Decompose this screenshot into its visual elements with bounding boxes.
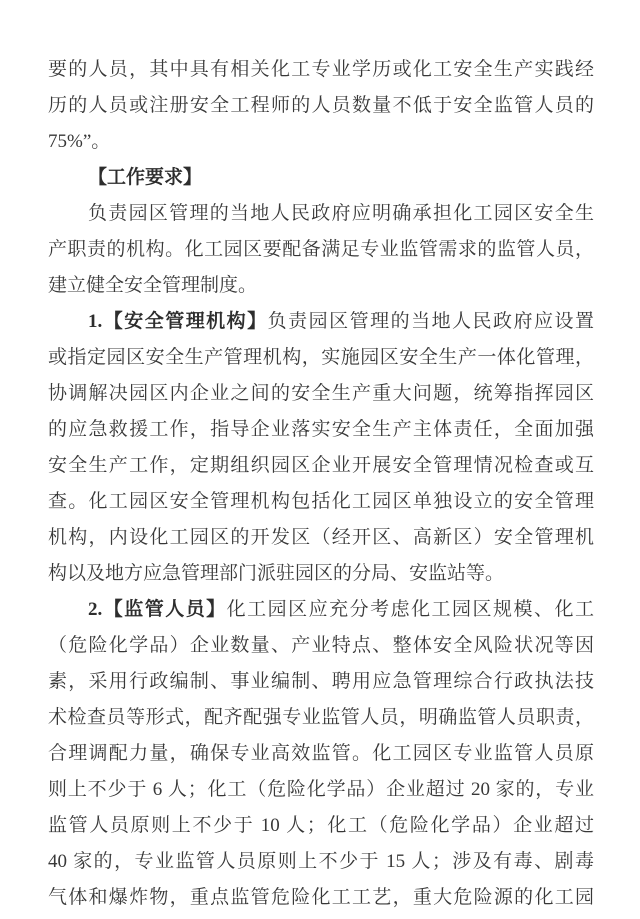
body-line: 素，采用行政编制、事业编制、聘用应急管理综合行政执法技 bbox=[48, 671, 594, 692]
body-line: 历的人员或注册安全工程师的人员数量不低于安全监管人员的 bbox=[48, 95, 594, 116]
bold-section-label: 2.【监管人员】 bbox=[88, 599, 227, 620]
section-1-lead-line: 1.【安全管理机构】负责园区管理的当地人民政府应设置 bbox=[88, 311, 594, 332]
body-line: 40 家的，专业监管人员原则上不少于 15 人；涉及有毒、剧毒 bbox=[48, 851, 594, 872]
body-line: 监管人员原则上不少于 10 人；化工（危险化学品）企业超过 bbox=[48, 815, 594, 836]
body-line: 75%”。 bbox=[48, 131, 111, 152]
body-line: 的应急救援工作，指导企业落实安全生产主体责任，全面加强 bbox=[48, 419, 594, 440]
body-line: （危险化学品）企业数量、产业特点、整体安全风险状况等因 bbox=[48, 635, 594, 656]
body-line: 查。化工园区安全管理机构包括化工园区单独设立的安全管理 bbox=[48, 491, 594, 512]
body-line: 协调解决园区内企业之间的安全生产重大问题，统筹指挥园区 bbox=[48, 383, 594, 404]
bold-section-label: 1.【安全管理机构】 bbox=[88, 311, 268, 332]
body-line: 安全生产工作，定期组织园区企业开展安全管理情况检查或互 bbox=[48, 455, 594, 476]
body-line: 气体和爆炸物，重点监管危险化工工艺，重大危险源的化工园 bbox=[48, 887, 594, 908]
heading-text: 【工作要求】 bbox=[88, 167, 203, 188]
body-line: 构以及地方应急管理部门派驻园区的分局、安监站等。 bbox=[48, 563, 505, 584]
body-line: 则上不少于 6 人；化工（危险化学品）企业超过 20 家的，专业 bbox=[48, 779, 594, 800]
document-text-block bbox=[48, 52, 594, 916]
body-line: 建立健全安全管理制度。 bbox=[48, 275, 258, 296]
heading-work-requirements bbox=[48, 160, 594, 196]
section-2-lead-line: 2.【监管人员】化工园区应充分考虑化工园区规模、化工 bbox=[88, 599, 594, 620]
body-line: 或指定园区安全生产管理机构，实施园区安全生产一体化管理， bbox=[48, 347, 594, 368]
body-line: 术检查员等形式，配齐配强专业监管人员，明确监管人员职责， bbox=[48, 707, 594, 728]
body-line: 合理调配力量，确保专业高效监管。化工园区专业监管人员原 bbox=[48, 743, 594, 764]
body-line: 产职责的机构。化工园区要配备满足专业监管需求的监管人员， bbox=[48, 239, 594, 260]
body-line: 要的人员，其中具有相关化工专业学历或化工安全生产实践经 bbox=[48, 59, 594, 80]
body-line: 机构，内设化工园区的开发区（经开区、高新区）安全管理机 bbox=[48, 527, 594, 548]
body-line: 负责园区管理的当地人民政府应明确承担化工园区安全生 bbox=[88, 203, 594, 224]
